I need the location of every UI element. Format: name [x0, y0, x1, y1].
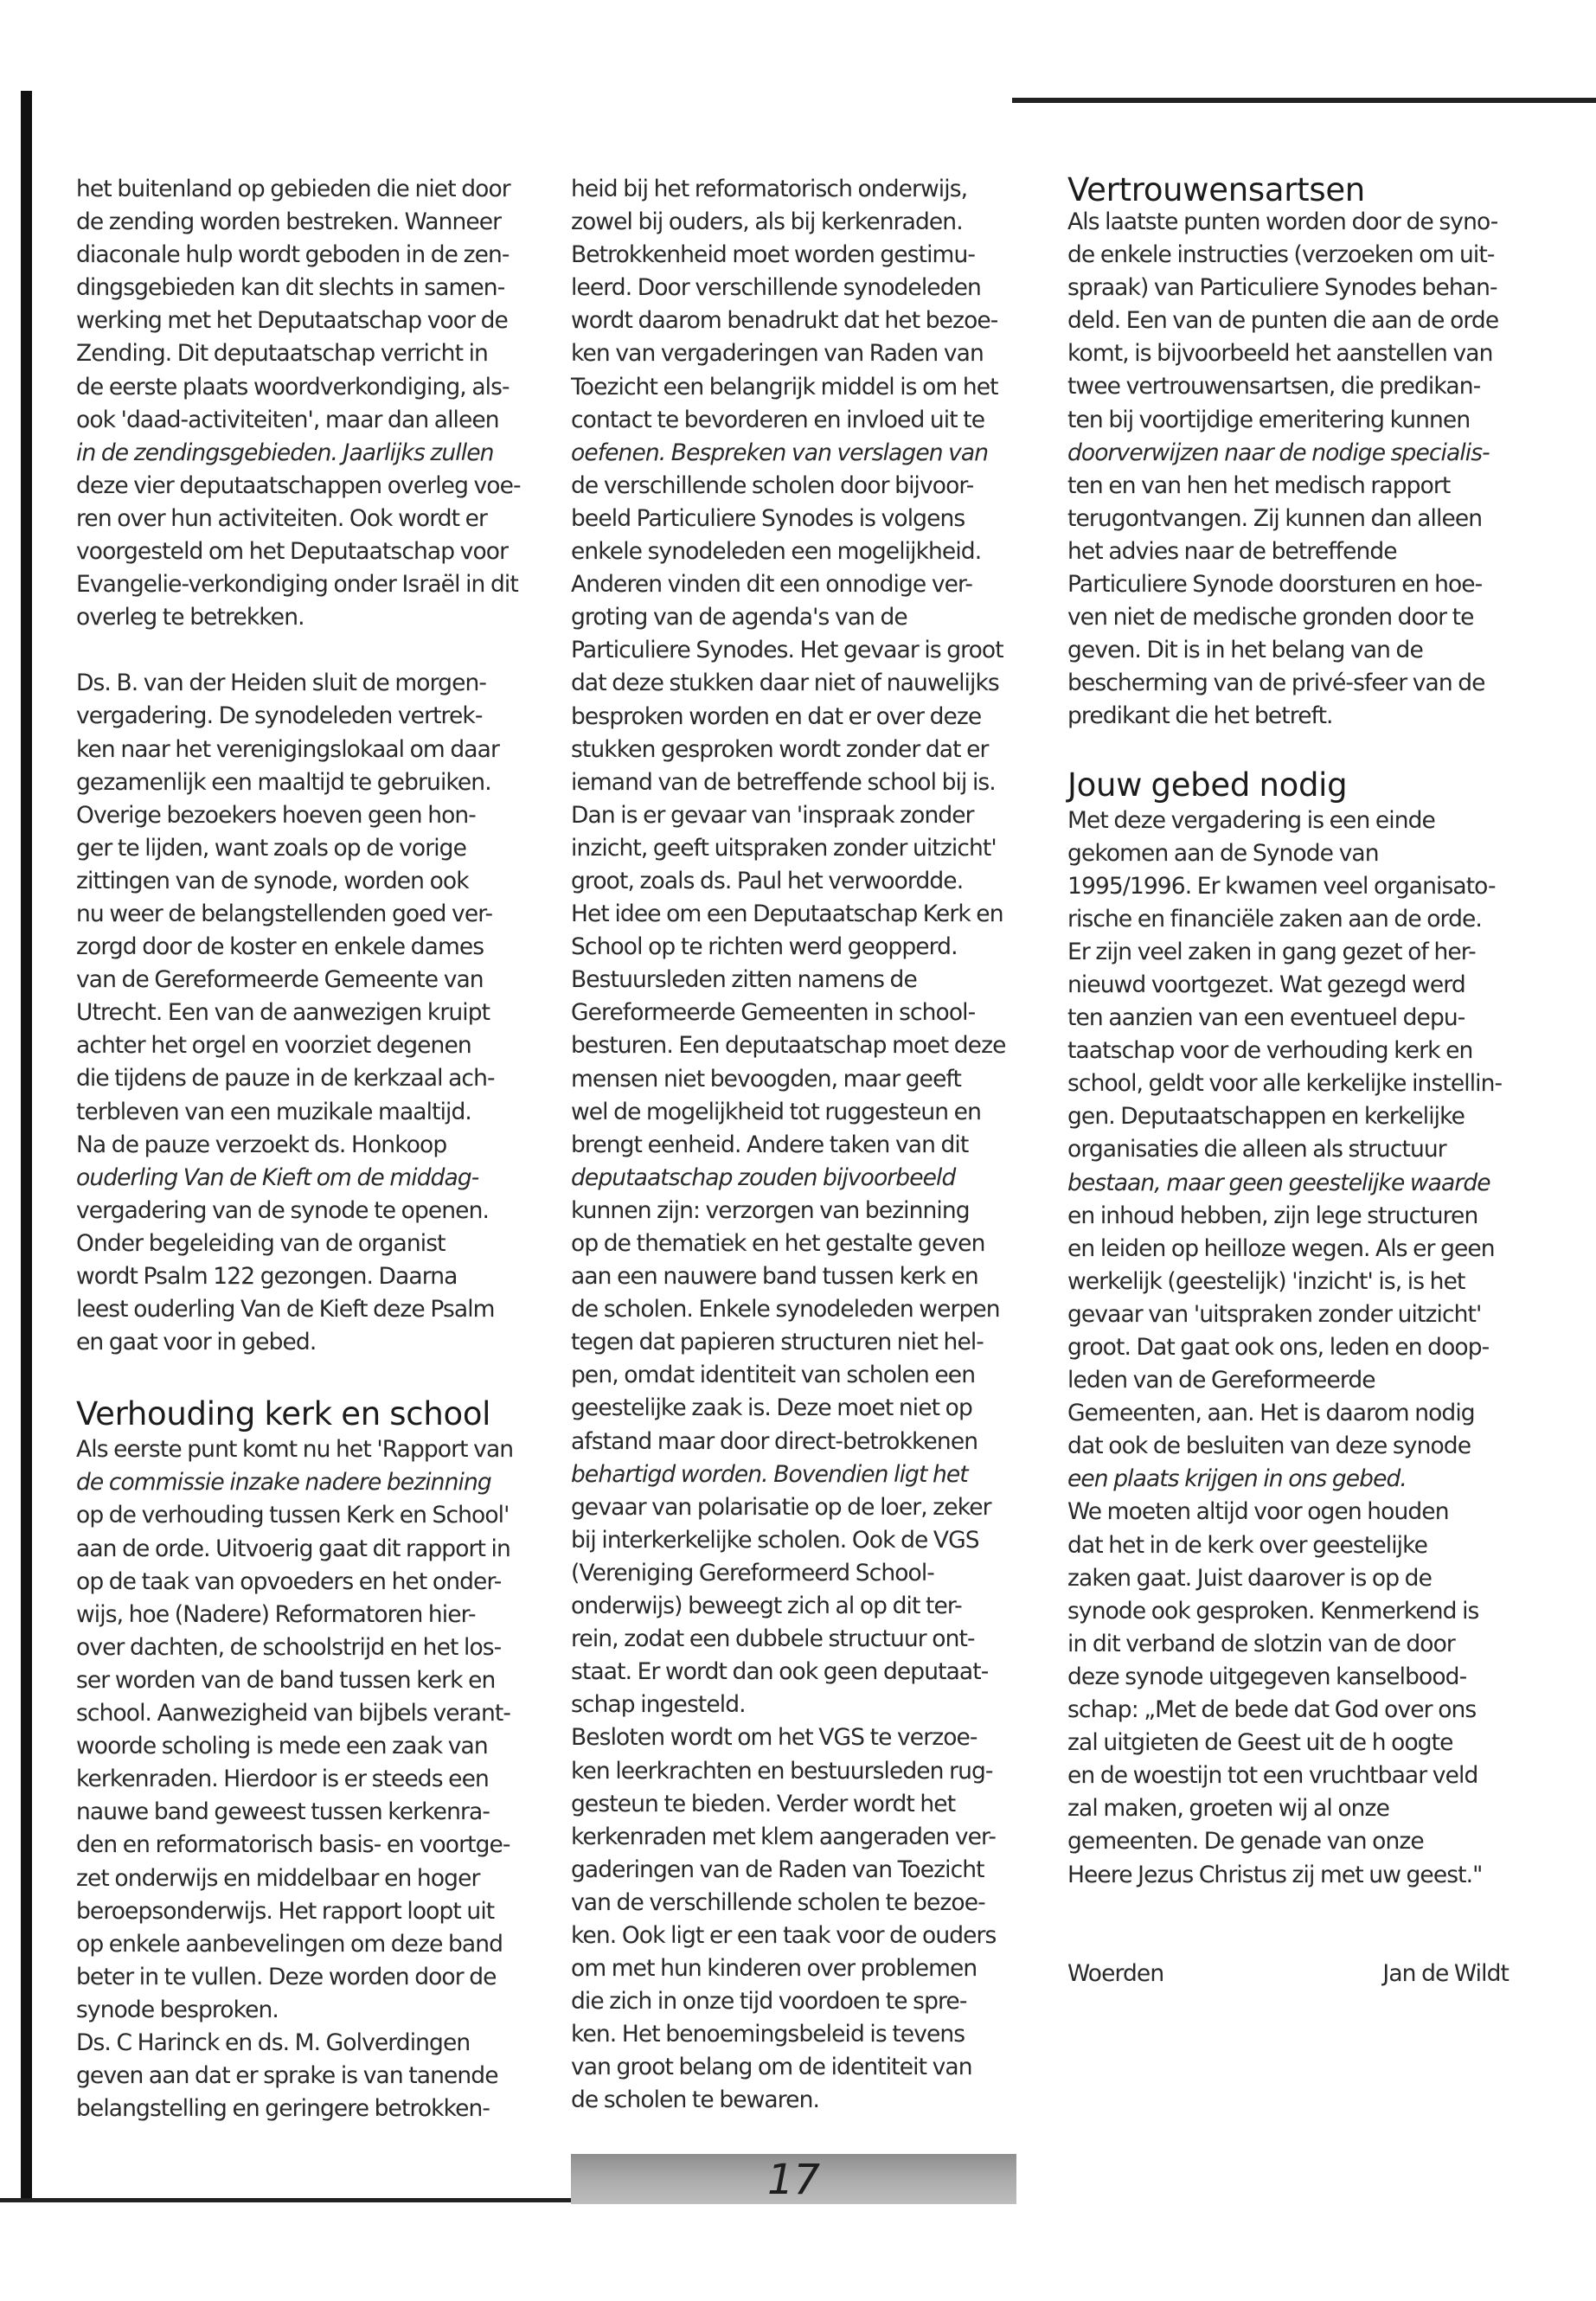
text-line: de commissie inzake nadere bezinning [76, 1469, 491, 1497]
text-line: Na de pauze verzoekt ds. Honkoop [76, 1131, 447, 1158]
paragraph-gap [76, 634, 530, 667]
text-line: bestaan, maar geen geestelijke waarde [1067, 1169, 1490, 1196]
text-line: en leiden op heilloze wegen. Als er geen [1067, 1234, 1495, 1262]
text-line: dat deze stukken daar niet of nauwelijks [571, 670, 999, 697]
text-line: wordt Psalm 122 gezongen. Daarna [76, 1263, 458, 1290]
text-line: ven niet de medische gronden door te [1067, 604, 1474, 631]
text-line: Particuliere Synode doorsturen en hoe- [1067, 571, 1483, 599]
text-line: het buitenland op gebieden die niet door [76, 176, 510, 202]
text-line: ken van vergaderingen van Raden van [571, 340, 984, 368]
text-line: op de thematiek en het gestalte geven [571, 1230, 985, 1257]
text-line: terbleven van een muzikale maaltijd. [76, 1098, 471, 1125]
text-line: Particuliere Synodes. Het gevaar is groot [571, 637, 1003, 664]
text-line: spraak) van Particuliere Synodes behan- [1067, 274, 1497, 302]
section-heading-vertrouwensartsen: Vertrouwensartsen [1067, 171, 1365, 208]
text-line: Onder begeleiding van de organist [76, 1229, 445, 1257]
text-line: ken naar het verenigingslokaal om daar [76, 735, 499, 763]
text-line: zet onderwijs en middelbaar en hoger [76, 1864, 480, 1892]
text-line: op de taak van opvoeders en het onder- [76, 1567, 502, 1595]
text-line: enkele synodeleden een mogelijkheid. [571, 538, 982, 566]
text-line: schap: „Met de bede dat God over ons [1067, 1696, 1477, 1724]
text-line: We moeten altijd voor ogen houden [1067, 1498, 1449, 1526]
text-line: de verschillende scholen door bijvoor- [571, 471, 974, 499]
section-gap [1067, 734, 1535, 766]
text-line: Zending. Dit deputaatschap verricht in [76, 340, 488, 368]
text-line: Overige bezoekers hoeven geen hon- [76, 801, 476, 829]
text-line: pen, omdat identiteit van scholen een [571, 1362, 976, 1389]
text-line: ouderling Van de Kieft om de middag- [76, 1163, 479, 1191]
text-line: beter in te vullen. Deze worden door de [76, 1963, 497, 1990]
text-line: rein, zodat een dubbele structuur ont- [571, 1625, 975, 1653]
text-line: diaconale hulp wordt geboden in de zen- [76, 241, 510, 269]
text-line: op enkele aanbevelingen om deze band [76, 1930, 503, 1958]
text-line: synode besproken. [76, 1996, 279, 2023]
text-line: komt, is bijvoorbeeld het aanstellen van [1067, 340, 1493, 368]
section-gap [1067, 1892, 1535, 1925]
text-line: besturen. Een deputaatschap moet deze [571, 1032, 1006, 1060]
text-line: kerkenraden. Hierdoor is er steeds een [76, 1766, 489, 1793]
text-line: zal maken, groeten wij al onze [1067, 1795, 1389, 1823]
text-line: staat. Er wordt dan ook geen deputaat- [571, 1658, 989, 1686]
text-line: aan een nauwere band tussen kerk en [571, 1263, 978, 1291]
text-line: terugontvangen. Zij kunnen dan alleen [1067, 504, 1483, 532]
text-line: nu weer de belangstellenden goed ver- [76, 900, 493, 927]
text-line: dingsgebieden kan dit slechts in samen- [76, 274, 505, 302]
text-line: ren over hun activiteiten. Ook wordt er [76, 504, 488, 532]
text-line: Toezicht een belangrijk middel is om het [571, 373, 998, 401]
text-line: ken leerkrachten en bestuursleden rug- [571, 1757, 993, 1785]
text-line: de scholen. Enkele synodeleden werpen [571, 1296, 1000, 1324]
text-line: aan de orde. Uitvoerig gaat dit rapport in [76, 1535, 510, 1562]
text-line: school. Aanwezigheid van bijbels verant- [76, 1700, 511, 1727]
text-line: dat het in de kerk over geestelijke [1067, 1531, 1428, 1559]
text-line: bescherming van de privé-sfeer van de [1067, 670, 1485, 697]
text-line: op de verhouding tussen Kerk en School' [76, 1502, 510, 1529]
text-line: den en reformatorisch basis- en voortge- [76, 1831, 510, 1859]
text-line: bij interkerkelijke scholen. Ook de VGS [571, 1526, 979, 1554]
text-line: van de Gereformeerde Gemeente van [76, 966, 484, 994]
text-line: tegen dat papieren structuren niet hel- [571, 1329, 984, 1356]
text-line: stukken gesproken wordt zonder dat er [571, 735, 989, 763]
text-line: ten bij voortijdige emeritering kunnen [1067, 406, 1471, 433]
text-line: organisaties die alleen als structuur [1067, 1136, 1446, 1163]
text-line: werking met het Deputaatschap voor de [76, 307, 508, 335]
text-line: ken. Het benoemingsbeleid is tevens [571, 2021, 965, 2048]
text-line: vergadering van de synode te openen. [76, 1196, 490, 1224]
text-line: Besloten wordt om het VGS te verzoe- [571, 1724, 977, 1752]
text-line: vergadering. De synodeleden vertrek- [76, 702, 483, 730]
text-line: de enkele instructies (verzoeken om uit- [1067, 241, 1495, 269]
text-line: over dachten, de schoolstrijd en het los- [76, 1633, 502, 1661]
text-line: in de zendingsgebieden. Jaarlijks zullen [76, 439, 494, 466]
col1-para-group-1 [76, 173, 530, 1359]
text-line: Ds. B. van der Heiden sluit de morgen- [76, 670, 487, 697]
text-line: woorde scholing is mede een zaak van [76, 1733, 488, 1760]
text-line: en gaat voor in gebed. [76, 1329, 317, 1356]
text-line: brengt eenheid. Andere taken van dit [571, 1131, 969, 1158]
text-line: geestelijke zaak is. Deze moet niet op [571, 1394, 972, 1422]
text-line: gezamenlijk een maaltijd te gebruiken. [76, 768, 491, 796]
text-line: zowel bij ouders, als bij kerkenraden. [571, 208, 963, 236]
text-line: de zending worden bestreken. Wanneer [76, 208, 502, 236]
section-heading-jouw-gebed: Jouw gebed nodig [1067, 766, 1348, 804]
text-line: Met deze vergadering is een einde [1067, 806, 1435, 834]
text-line: ten en van hen het medisch rapport [1067, 471, 1451, 499]
col1-para-group-2 [76, 1433, 530, 2125]
text-line: leerd. Door verschillende synodeleden [571, 274, 981, 302]
text-line: leest ouderling Van de Kieft deze Psalm [76, 1296, 495, 1324]
text-line: School op te richten werd geopperd. [571, 933, 958, 961]
text-line: Ds. C Harinck en ds. M. Golverdingen [76, 2029, 471, 2056]
text-line: om met hun kinderen over problemen [571, 1955, 977, 1983]
text-line: kerkenraden met klem aangeraden ver- [571, 1823, 996, 1850]
text-line: deputaatschap zouden bijvoorbeeld [571, 1163, 956, 1191]
column-1 [76, 173, 530, 2125]
text-line: geven. Dit is in het belang van de [1067, 637, 1423, 664]
text-line: behartigd worden. Bovendien ligt het [571, 1460, 968, 1488]
text-line: contact te bevorderen en invloed uit te [571, 406, 985, 433]
text-line: in dit verband de slotzin van de door [1067, 1630, 1455, 1657]
signature-place: Woerden [1067, 1959, 1164, 1987]
text-line: en inhoud hebben, zijn lege structuren [1067, 1202, 1478, 1229]
text-line: mensen niet bevoogden, maar geeft [571, 1065, 961, 1093]
text-line: gekomen aan de Synode van [1067, 839, 1379, 867]
text-line: 1995/1996. Er kwamen veel organisato- [1067, 872, 1496, 900]
text-line: belangstelling en geringere betrokken- [76, 2095, 490, 2123]
text-line: iemand van de betreffende school bij is. [571, 768, 996, 796]
text-line: die zich in onze tijd voordoen te spre- [571, 1988, 967, 2016]
text-line: voorgesteld om het Deputaatschap voor [76, 538, 509, 566]
section-gap [1067, 1925, 1535, 1958]
text-line: gen. Deputaatschappen en kerkelijke [1067, 1103, 1465, 1131]
bottom-rule [0, 2198, 571, 2202]
text-line: predikant die het betreft. [1067, 702, 1333, 730]
text-line: zaken gaat. Juist daarover is op de [1067, 1564, 1433, 1592]
text-line: gevaar van 'uitspraken zonder uitzicht' [1067, 1300, 1482, 1328]
text-line: zorgd door de koster en enkele dames [76, 933, 484, 961]
text-line: en de woestijn tot een vruchtbaar veld [1067, 1762, 1478, 1790]
text-line: geven aan dat er sprake is van tanende [76, 2062, 498, 2090]
text-line: Gemeenten, aan. Het is daarom nodig [1067, 1400, 1475, 1427]
text-line: Er zijn veel zaken in gang gezet of her- [1067, 938, 1476, 965]
text-line: twee vertrouwensartsen, die predikan- [1067, 373, 1481, 401]
text-line: ser worden van de band tussen kerk en [76, 1666, 496, 1694]
text-line: die tijdens de pauze in de kerkzaal ach- [76, 1065, 495, 1093]
text-line: gaderingen van de Raden van Toezicht [571, 1856, 984, 1883]
text-line: groot, zoals ds. Paul het verwoordde. [571, 867, 964, 894]
text-line: deld. Een van de punten die aan de orde [1067, 307, 1499, 335]
text-line: leden van de Gereformeerde [1067, 1367, 1375, 1394]
text-line: Als eerste punt komt nu het 'Rapport van [76, 1436, 514, 1464]
text-line: Utrecht. Een van de aanwezigen kruipt [76, 999, 490, 1027]
signature-line [1067, 1958, 1509, 1990]
text-line: van groot belang om de identiteit van [571, 2054, 972, 2081]
text-line: taatschap voor de verhouding kerk en [1067, 1037, 1473, 1065]
text-line: de scholen te bewaren. [571, 2086, 820, 2114]
text-line: Betrokkenheid moet worden gestimu- [571, 241, 976, 269]
text-line: Als laatste punten worden door de syno- [1067, 208, 1498, 235]
text-line: beroepsonderwijs. Het rapport loopt uit [76, 1897, 495, 1925]
text-line: Evangelie-verkondiging onder Israël in dit [76, 571, 518, 599]
text-line: ook 'daad-activiteiten', maar dan alleen [76, 406, 499, 433]
text-line: groot. Dat gaat ook ons, leden en doop- [1067, 1334, 1490, 1361]
text-line: inzicht, geeft uitspraken zonder uitzicht' [571, 834, 997, 862]
text-line: nieuwd voortgezet. Wat gezegd werd [1067, 971, 1465, 998]
text-line: nauwe band geweest tussen kerkenra- [76, 1798, 490, 1826]
text-line: Dan is er gevaar van 'inspraak zonder [571, 801, 974, 829]
text-line: doorverwijzen naar de nodige specialis- [1067, 439, 1490, 466]
column-2 [571, 173, 1025, 2118]
text-line: beeld Particuliere Synodes is volgens [571, 504, 965, 532]
left-edge-bar [21, 91, 32, 2202]
text-line: werkelijk (geestelijk) 'inzicht' is, is het [1067, 1267, 1465, 1295]
text-line: van de verschillende scholen te bezoe- [571, 1888, 985, 1916]
text-line: de eerste plaats woordverkondiging, als- [76, 373, 510, 401]
text-line: (Vereniging Gereformeerd School- [571, 1559, 934, 1586]
text-line: onderwijs) beweegt zich al op dit ter- [571, 1593, 962, 1620]
text-line: wordt daarom benadrukt dat het bezoe- [571, 307, 998, 335]
column-3 [1067, 171, 1535, 1990]
signature-author: Jan de Wildt [1382, 1959, 1509, 1987]
text-line: zal uitgieten de Geest uit de h oogte [1067, 1729, 1453, 1757]
text-line: kunnen zijn: verzorgen van bezinning [571, 1196, 970, 1224]
text-line: ten aanzien van een eventueel depu- [1067, 1004, 1465, 1032]
text-line: deze vier deputaatschappen overleg voe- [76, 471, 521, 499]
text-line: Bestuursleden zitten namens de [571, 966, 917, 994]
text-line: overleg te betrekken. [76, 604, 304, 631]
text-line: groting van de agenda's van de [571, 604, 907, 631]
text-line: een plaats krijgen in ons gebed. [1067, 1465, 1407, 1493]
text-line: afstand maar door direct-betrokkenen [571, 1427, 978, 1455]
text-line: gevaar van polarisatie op de loer, zeker [571, 1493, 991, 1521]
text-line: ger te lijden, want zoals op de vorige [76, 834, 466, 862]
text-line: het advies naar de betreffende [1067, 537, 1397, 565]
text-line: rische en financiële zaken aan de orde. [1067, 905, 1482, 933]
text-line: ken. Ook ligt er een taak voor de ouders [571, 1921, 997, 1949]
text-line: besproken worden en dat er over deze [571, 702, 982, 730]
text-line: gesteun te bieden. Verder wordt het [571, 1790, 956, 1817]
section-gap [76, 1359, 530, 1392]
text-line: wijs, hoe (Nadere) Reformatoren hier- [76, 1600, 476, 1628]
text-line: schap ingesteld. [571, 1691, 746, 1719]
text-line: Gereformeerde Gemeenten in school- [571, 999, 976, 1027]
text-line: Het idee om een Deputaatschap Kerk en [571, 901, 1003, 928]
section-heading-kerk-school: Verhouding kerk en school [76, 1395, 491, 1433]
text-line: school, geldt voor alle kerkelijke instellin- [1067, 1070, 1503, 1098]
text-line: zittingen van de synode, worden ook [76, 867, 469, 894]
text-line: Anderen vinden dit een onnodige ver- [571, 571, 972, 599]
text-line: synode ook gesproken. Kenmerkend is [1067, 1597, 1479, 1625]
text-line: Heere Jezus Christus zij met uw geest." [1067, 1861, 1483, 1888]
text-line: achter het orgel en voorziet degenen [76, 1032, 471, 1060]
text-line: gemeenten. De genade van onze [1067, 1828, 1424, 1856]
text-line: dat ook de besluiten van deze synode [1067, 1433, 1471, 1460]
text-line: deze synode uitgegeven kanselbood- [1067, 1663, 1467, 1690]
page-number: 17 [766, 2156, 821, 2204]
text-line: oefenen. Bespreken van verslagen van [571, 439, 989, 466]
text-line: wel de mogelijkheid tot ruggesteun en [571, 1098, 981, 1125]
text-line: heid bij het reformatorisch onderwijs, [571, 176, 968, 202]
top-rule [1012, 98, 1596, 103]
